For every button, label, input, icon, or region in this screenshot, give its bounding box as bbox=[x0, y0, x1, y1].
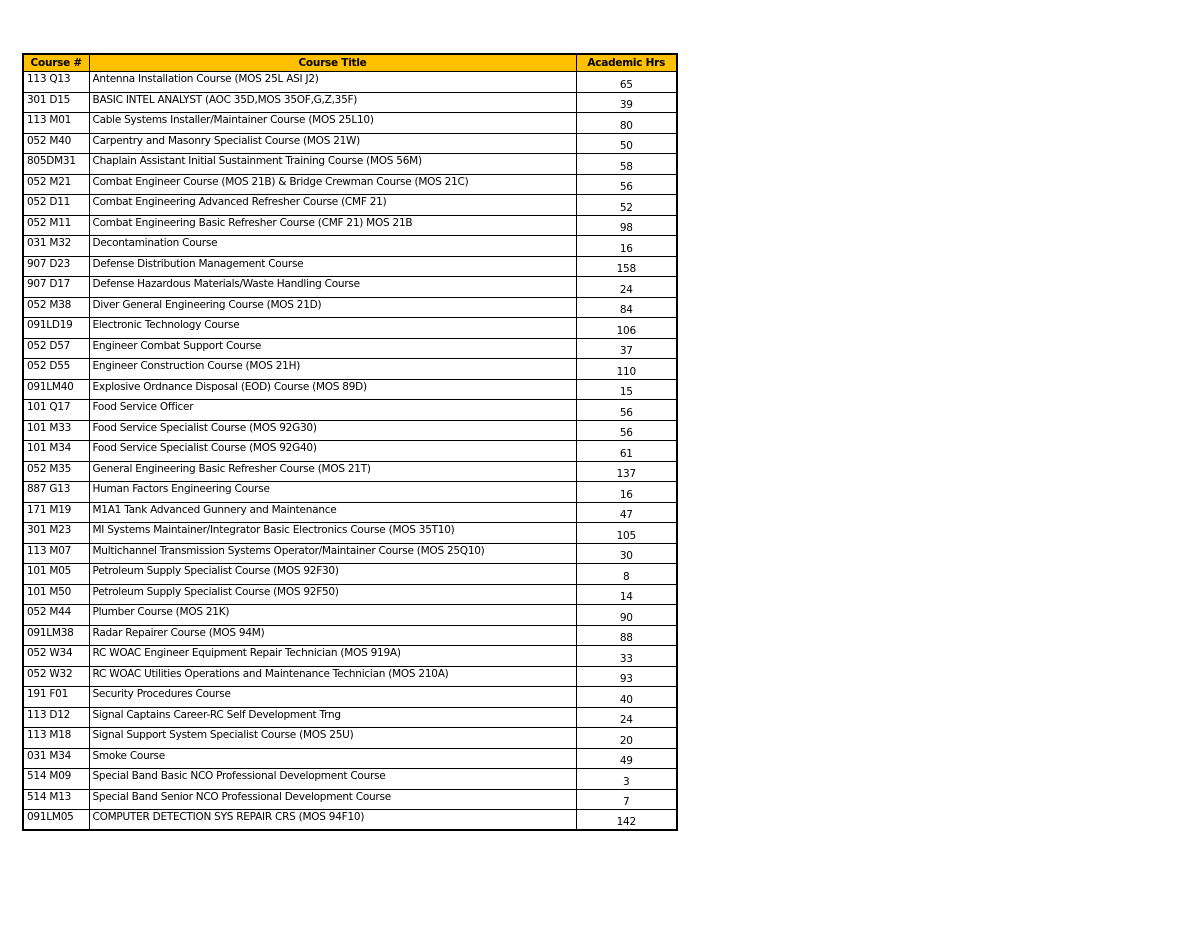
course-title-cell: MI Systems Maintainer/Integrator Basic Electronics Course (MOS 35T10) bbox=[89, 523, 576, 544]
course-title-cell: Plumber Course (MOS 21K) bbox=[89, 605, 576, 626]
table-row bbox=[23, 543, 677, 564]
table-row bbox=[23, 687, 677, 708]
academic-hours-cell: 24 bbox=[576, 707, 677, 728]
academic-hours-cell: 50 bbox=[576, 133, 677, 154]
course-number-cell: 805DM31 bbox=[23, 154, 89, 175]
table-body bbox=[23, 72, 677, 831]
course-title-cell: Electronic Technology Course bbox=[89, 318, 576, 339]
course-title-cell: COMPUTER DETECTION SYS REPAIR CRS (MOS 94F10) bbox=[89, 810, 576, 831]
course-number-cell: 052 M38 bbox=[23, 297, 89, 318]
header-academic-hours: Academic Hrs bbox=[576, 54, 677, 72]
academic-hours-cell: 142 bbox=[576, 810, 677, 831]
academic-hours-cell: 58 bbox=[576, 154, 677, 175]
academic-hours-cell: 15 bbox=[576, 379, 677, 400]
course-number-cell: 052 W32 bbox=[23, 666, 89, 687]
course-title-cell: Antenna Installation Course (MOS 25L ASI J2) bbox=[89, 72, 576, 93]
table-row bbox=[23, 379, 677, 400]
course-title-cell: Decontamination Course bbox=[89, 236, 576, 257]
table-row bbox=[23, 810, 677, 831]
course-number-cell: 907 D23 bbox=[23, 256, 89, 277]
table-row bbox=[23, 728, 677, 749]
academic-hours-cell: 56 bbox=[576, 420, 677, 441]
table-row bbox=[23, 400, 677, 421]
course-number-cell: 052 M44 bbox=[23, 605, 89, 626]
course-title-cell: Combat Engineering Advanced Refresher Course (CMF 21) bbox=[89, 195, 576, 216]
academic-hours-cell: 47 bbox=[576, 502, 677, 523]
academic-hours-cell: 24 bbox=[576, 277, 677, 298]
table-row bbox=[23, 789, 677, 810]
course-number-cell: 031 M32 bbox=[23, 236, 89, 257]
course-number-cell: 101 M05 bbox=[23, 564, 89, 585]
course-number-cell: 101 M34 bbox=[23, 441, 89, 462]
course-title-cell: Food Service Specialist Course (MOS 92G40) bbox=[89, 441, 576, 462]
table-row bbox=[23, 92, 677, 113]
course-number-cell: 052 D11 bbox=[23, 195, 89, 216]
table-row bbox=[23, 195, 677, 216]
table-row bbox=[23, 646, 677, 667]
table-row bbox=[23, 277, 677, 298]
table-row bbox=[23, 441, 677, 462]
course-title-cell: Chaplain Assistant Initial Sustainment Training Course (MOS 56M) bbox=[89, 154, 576, 175]
table-row bbox=[23, 113, 677, 134]
course-number-cell: 907 D17 bbox=[23, 277, 89, 298]
course-title-cell: M1A1 Tank Advanced Gunnery and Maintenance bbox=[89, 502, 576, 523]
academic-hours-cell: 49 bbox=[576, 748, 677, 769]
course-number-cell: 113 M01 bbox=[23, 113, 89, 134]
header-course-number: Course # bbox=[23, 54, 89, 72]
academic-hours-cell: 90 bbox=[576, 605, 677, 626]
table-row bbox=[23, 625, 677, 646]
course-number-cell: 887 G13 bbox=[23, 482, 89, 503]
academic-hours-cell: 110 bbox=[576, 359, 677, 380]
course-title-cell: Smoke Course bbox=[89, 748, 576, 769]
table-row bbox=[23, 707, 677, 728]
academic-hours-cell: 84 bbox=[576, 297, 677, 318]
course-title-cell: RC WOAC Utilities Operations and Maintenance Technician (MOS 210A) bbox=[89, 666, 576, 687]
course-number-cell: 514 M09 bbox=[23, 769, 89, 790]
course-number-cell: 031 M34 bbox=[23, 748, 89, 769]
academic-hours-cell: 20 bbox=[576, 728, 677, 749]
course-title-cell: Food Service Specialist Course (MOS 92G30) bbox=[89, 420, 576, 441]
header-course-title: Course Title bbox=[89, 54, 576, 72]
course-number-cell: 514 M13 bbox=[23, 789, 89, 810]
course-title-cell: Engineer Combat Support Course bbox=[89, 338, 576, 359]
course-title-cell: Cable Systems Installer/Maintainer Course (MOS 25L10) bbox=[89, 113, 576, 134]
table-row bbox=[23, 318, 677, 339]
course-number-cell: 101 M50 bbox=[23, 584, 89, 605]
academic-hours-cell: 37 bbox=[576, 338, 677, 359]
table-row bbox=[23, 215, 677, 236]
academic-hours-cell: 16 bbox=[576, 236, 677, 257]
course-number-cell: 052 D55 bbox=[23, 359, 89, 380]
academic-hours-cell: 88 bbox=[576, 625, 677, 646]
course-number-cell: 113 D12 bbox=[23, 707, 89, 728]
course-number-cell: 052 W34 bbox=[23, 646, 89, 667]
table-row bbox=[23, 605, 677, 626]
table-row bbox=[23, 297, 677, 318]
course-title-cell: BASIC INTEL ANALYST (AOC 35D,MOS 35OF,G,Z,35F) bbox=[89, 92, 576, 113]
table-row bbox=[23, 338, 677, 359]
table-header bbox=[23, 54, 677, 72]
course-title-cell: Explosive Ordnance Disposal (EOD) Course (MOS 89D) bbox=[89, 379, 576, 400]
course-title-cell: Combat Engineer Course (MOS 21B) & Bridge Crewman Course (MOS 21C) bbox=[89, 174, 576, 195]
table-row bbox=[23, 564, 677, 585]
academic-hours-cell: 33 bbox=[576, 646, 677, 667]
course-number-cell: 091LM38 bbox=[23, 625, 89, 646]
academic-hours-cell: 16 bbox=[576, 482, 677, 503]
academic-hours-cell: 56 bbox=[576, 174, 677, 195]
course-number-cell: 113 M07 bbox=[23, 543, 89, 564]
course-number-cell: 052 M21 bbox=[23, 174, 89, 195]
academic-hours-cell: 7 bbox=[576, 789, 677, 810]
course-number-cell: 113 M18 bbox=[23, 728, 89, 749]
table-row bbox=[23, 236, 677, 257]
table-row bbox=[23, 154, 677, 175]
course-number-cell: 091LM05 bbox=[23, 810, 89, 831]
academic-hours-cell: 80 bbox=[576, 113, 677, 134]
course-title-cell: Signal Support System Specialist Course (MOS 25U) bbox=[89, 728, 576, 749]
academic-hours-cell: 61 bbox=[576, 441, 677, 462]
table-row bbox=[23, 523, 677, 544]
course-number-cell: 091LM40 bbox=[23, 379, 89, 400]
table-row bbox=[23, 133, 677, 154]
course-number-cell: 191 F01 bbox=[23, 687, 89, 708]
table-row bbox=[23, 359, 677, 380]
course-title-cell: General Engineering Basic Refresher Course (MOS 21T) bbox=[89, 461, 576, 482]
table-row bbox=[23, 666, 677, 687]
course-title-cell: Human Factors Engineering Course bbox=[89, 482, 576, 503]
course-title-cell: Engineer Construction Course (MOS 21H) bbox=[89, 359, 576, 380]
course-number-cell: 052 D57 bbox=[23, 338, 89, 359]
academic-hours-cell: 98 bbox=[576, 215, 677, 236]
header-row bbox=[23, 54, 677, 72]
course-title-cell: Radar Repairer Course (MOS 94M) bbox=[89, 625, 576, 646]
course-number-cell: 101 Q17 bbox=[23, 400, 89, 421]
table-row bbox=[23, 502, 677, 523]
course-number-cell: 052 M35 bbox=[23, 461, 89, 482]
table-row bbox=[23, 174, 677, 195]
academic-hours-cell: 56 bbox=[576, 400, 677, 421]
academic-hours-cell: 137 bbox=[576, 461, 677, 482]
academic-hours-cell: 30 bbox=[576, 543, 677, 564]
table-row bbox=[23, 461, 677, 482]
course-title-cell: Defense Distribution Management Course bbox=[89, 256, 576, 277]
course-number-cell: 113 Q13 bbox=[23, 72, 89, 93]
course-number-cell: 301 M23 bbox=[23, 523, 89, 544]
academic-hours-cell: 93 bbox=[576, 666, 677, 687]
academic-hours-cell: 106 bbox=[576, 318, 677, 339]
academic-hours-cell: 158 bbox=[576, 256, 677, 277]
course-title-cell: Multichannel Transmission Systems Operator/Maintainer Course (MOS 25Q10) bbox=[89, 543, 576, 564]
academic-hours-cell: 105 bbox=[576, 523, 677, 544]
course-title-cell: RC WOAC Engineer Equipment Repair Technician (MOS 919A) bbox=[89, 646, 576, 667]
academic-hours-cell: 8 bbox=[576, 564, 677, 585]
course-title-cell: Signal Captains Career-RC Self Development Trng bbox=[89, 707, 576, 728]
course-number-cell: 171 M19 bbox=[23, 502, 89, 523]
academic-hours-cell: 40 bbox=[576, 687, 677, 708]
course-title-cell: Food Service Officer bbox=[89, 400, 576, 421]
table-row bbox=[23, 420, 677, 441]
course-title-cell: Defense Hazardous Materials/Waste Handling Course bbox=[89, 277, 576, 298]
course-number-cell: 091LD19 bbox=[23, 318, 89, 339]
course-title-cell: Combat Engineering Basic Refresher Course (CMF 21) MOS 21B bbox=[89, 215, 576, 236]
table-row bbox=[23, 482, 677, 503]
course-title-cell: Security Procedures Course bbox=[89, 687, 576, 708]
course-title-cell: Petroleum Supply Specialist Course (MOS 92F50) bbox=[89, 584, 576, 605]
course-number-cell: 101 M33 bbox=[23, 420, 89, 441]
course-table bbox=[22, 53, 678, 831]
table-row bbox=[23, 584, 677, 605]
table-row bbox=[23, 769, 677, 790]
course-title-cell: Special Band Senior NCO Professional Development Course bbox=[89, 789, 576, 810]
academic-hours-cell: 14 bbox=[576, 584, 677, 605]
academic-hours-cell: 65 bbox=[576, 72, 677, 93]
course-title-cell: Carpentry and Masonry Specialist Course (MOS 21W) bbox=[89, 133, 576, 154]
table-row bbox=[23, 256, 677, 277]
course-number-cell: 052 M40 bbox=[23, 133, 89, 154]
course-title-cell: Special Band Basic NCO Professional Development Course bbox=[89, 769, 576, 790]
course-number-cell: 052 M11 bbox=[23, 215, 89, 236]
course-number-cell: 301 D15 bbox=[23, 92, 89, 113]
course-title-cell: Petroleum Supply Specialist Course (MOS 92F30) bbox=[89, 564, 576, 585]
academic-hours-cell: 3 bbox=[576, 769, 677, 790]
course-title-cell: Diver General Engineering Course (MOS 21D) bbox=[89, 297, 576, 318]
academic-hours-cell: 39 bbox=[576, 92, 677, 113]
table-row bbox=[23, 72, 677, 93]
academic-hours-cell: 52 bbox=[576, 195, 677, 216]
table-row bbox=[23, 748, 677, 769]
